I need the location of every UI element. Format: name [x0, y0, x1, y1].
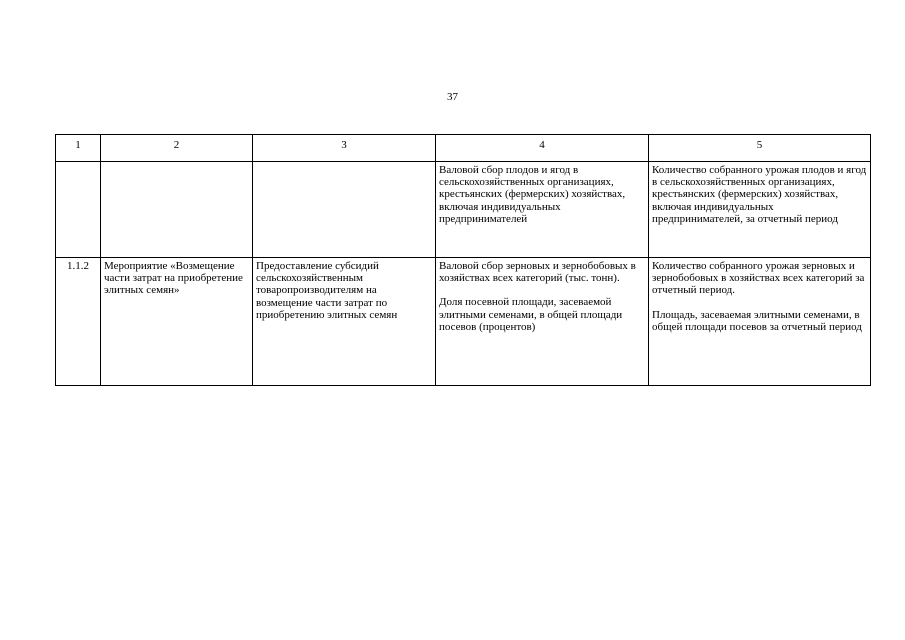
paragraph-gap	[439, 284, 645, 296]
row-number-cell	[56, 162, 101, 258]
calculation-cell	[649, 258, 871, 386]
indicator-cell	[436, 258, 649, 386]
column-header-5: 5	[649, 135, 871, 162]
paragraph-gap	[652, 297, 867, 309]
calculation-text: Количество собранного урожая плодов и ягод в сельскохозяйственных организациях, крестьянских (фермерских) хозяйствах, включая индивидуальных предпринимателей, за отчетный период	[652, 164, 867, 225]
column-header-3: 3	[253, 135, 436, 162]
description-cell: Предоставление субсидий сельскохозяйственным товаропроизводителям на возмещение части затрат по приобретению элитных семян	[253, 258, 436, 386]
row-number-cell: 1.1.2	[56, 258, 101, 386]
column-header-2: 2	[101, 135, 253, 162]
calculation-text: Площадь, засеваемая элитными семенами, в общей площади посевов за отчетный период	[652, 308, 862, 333]
page-number: 37	[447, 91, 458, 103]
indicator-text: Доля посевной площади, засеваемой элитными семенами, в общей площади посевов (процентов)	[439, 296, 623, 333]
indicator-cell	[436, 162, 649, 258]
activity-cell: Мероприятие «Возмещение части затрат на приобретение элитных семян»	[101, 258, 253, 386]
column-header-1: 1	[56, 135, 101, 162]
description-cell	[253, 162, 436, 258]
activity-cell	[101, 162, 253, 258]
column-header-4: 4	[436, 135, 649, 162]
indicator-text: Валовой сбор зерновых и зернобобовых в хозяйствах всех категорий (тыс. тонн).	[439, 260, 636, 285]
indicator-text: Валовой сбор плодов и ягод в сельскохозяйственных организациях, крестьянских (фермерских) хозяйствах, включая индивидуальных предпринимателей	[439, 164, 626, 225]
table-row	[56, 258, 871, 386]
indicator-table	[55, 134, 871, 386]
table-row	[56, 162, 871, 258]
table-header-row	[56, 135, 871, 162]
calculation-text: Количество собранного урожая зерновых и зернобобовых в хозяйствах всех категорий за отчетный период.	[652, 260, 865, 297]
calculation-cell	[649, 162, 871, 258]
